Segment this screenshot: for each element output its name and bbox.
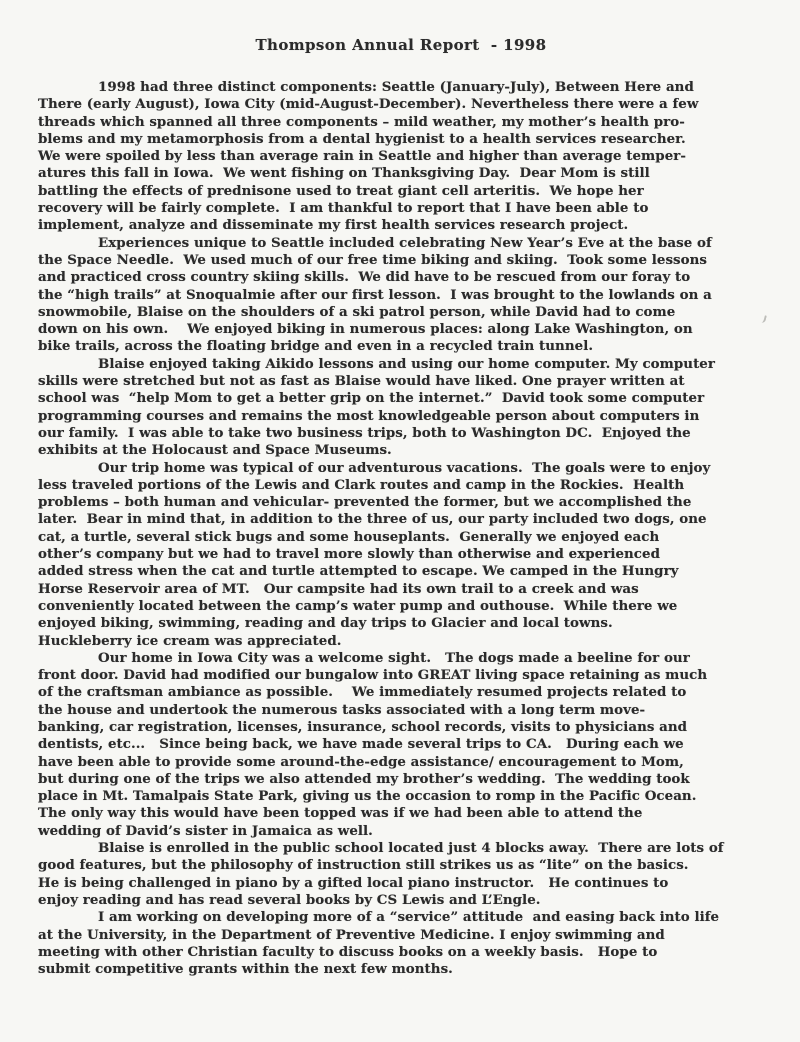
text-line: conveniently located between the camp’s water pump and outhouse. While there we [38, 597, 678, 614]
paragraph [38, 840, 764, 909]
text-line: at the University, in the Department of Preventive Medicine. I enjoy swimming and [38, 926, 665, 943]
text-line: banking, car registration, licenses, insurance, school records, visits to physicians and [38, 718, 688, 735]
text-line: dentists, etc... Since being back, we have made several trips to CA. During each we [38, 736, 684, 753]
text-line: We were spoiled by less than average rain in Seattle and higher than average temper- [38, 148, 686, 165]
text-line: place in Mt. Tamalpais State Park, giving us the occasion to romp in the Pacific Ocean. [38, 788, 697, 805]
scan-artifact [760, 315, 767, 324]
text-line: enjoyed biking, swimming, reading and day trips to Glacier and local towns. [38, 615, 613, 632]
text-line: the house and undertook the numerous tasks associated with a long term move- [38, 701, 646, 718]
text-line: blems and my metamorphosis from a dental hygienist to a health services researcher. [38, 130, 686, 147]
text-line: Huckleberry ice cream was appreciated. [38, 632, 342, 649]
text-line: front door. David had modified our bungalow into GREAT living space retaining as much [38, 667, 708, 684]
paragraph [38, 650, 764, 840]
text-line: Our home in Iowa City was a welcome sight. The dogs made a beeline for our [98, 649, 690, 666]
text-line: threads which spanned all three components – mild weather, my mother’s health pro- [38, 113, 685, 130]
text-line: bike trails, across the floating bridge and even in a recycled train tunnel. [38, 338, 594, 355]
text-line: I am working on developing more of a “service” attitude and easing back into life [98, 909, 720, 926]
text-line: Blaise is enrolled in the public school located just 4 blocks away. There are lots of [98, 840, 724, 857]
text-line: Experiences unique to Seattle included celebrating New Year’s Eve at the base of [98, 234, 712, 251]
text-line: There (early August), Iowa City (mid-August-December). Nevertheless there were a few [38, 96, 699, 113]
text-line: enjoy reading and has read several books by CS Lewis and L’Engle. [38, 891, 541, 908]
text-line: recovery will be fairly complete. I am thankful to report that I have been able to [38, 200, 649, 217]
text-line: down on his own. We enjoyed biking in numerous places: along Lake Washington, on [38, 321, 693, 338]
paragraph [38, 909, 764, 978]
paragraph [38, 79, 764, 235]
text-line: submit competitive grants within the next few months. [38, 961, 453, 978]
text-line: and practiced cross country skiing skills. We did have to be rescued from our foray to [38, 269, 691, 286]
text-line: The only way this would have been topped was if we had been able to attend the [38, 805, 643, 822]
paragraph [38, 460, 764, 650]
text-line: the “high trails” at Snoqualmie after our first lesson. I was brought to the lowlands on a [38, 286, 712, 303]
text-line: have been able to provide some around-the-edge assistance/ encouragement to Mom, [38, 753, 684, 770]
text-line: wedding of David’s sister in Jamaica as well. [38, 822, 373, 839]
text-line: skills were stretched but not as fast as Blaise would have liked. One prayer written at [38, 373, 685, 390]
text-line: the Space Needle. We used much of our free time biking and skiing. Took some lessons [38, 251, 707, 268]
text-line: other’s company but we had to travel more slowly than otherwise and experienced [38, 546, 660, 563]
text-line: good features, but the philosophy of instruction still strikes us as “lite” on the basics. [38, 857, 689, 874]
text-line: our family. I was able to take two business trips, both to Washington DC. Enjoyed the [38, 424, 691, 441]
text-line: 1998 had three distinct components: Seattle (January-July), Between Here and [98, 79, 694, 95]
text-line: programming courses and remains the most knowledgeable person about computers in [38, 407, 700, 424]
text-line: Blaise enjoyed taking Aikido lessons and using our home computer. My computer [98, 355, 715, 372]
paragraph [38, 235, 764, 356]
text-line: Horse Reservoir area of MT. Our campsite had its own trail to a creek and was [38, 580, 639, 597]
text-line: problems – both human and vehicular- prevented the former, but we accomplished the [38, 494, 692, 511]
text-line: atures this fall in Iowa. We went fishing on Thanksgiving Day. Dear Mom is still [38, 165, 650, 182]
text-line: of the craftsman ambiance as possible. We immediately resumed projects related to [38, 684, 687, 701]
paragraph [38, 356, 764, 460]
text-line: implement, analyze and disseminate my first health services research project. [38, 217, 629, 234]
text-line: but during one of the trips we also attended my brother’s wedding. The wedding took [38, 770, 690, 787]
text-line: cat, a turtle, several stick bugs and some houseplants. Generally we enjoyed each [38, 528, 660, 545]
text-line: exhibits at the Holocaust and Space Museums. [38, 442, 392, 459]
text-line: He is being challenged in piano by a gifted local piano instructor. He continues to [38, 874, 669, 891]
text-line: school was “help Mom to get a better grip on the internet.” David took some computer [38, 390, 705, 407]
text-line: later. Bear in mind that, in addition to the three of us, our party included two dogs, one [38, 511, 707, 528]
document-title: Thompson Annual Report - 1998 [255, 36, 547, 54]
text-line: less traveled portions of the Lewis and Clark routes and camp in the Rockies. Health [38, 476, 685, 493]
text-line: Our trip home was typical of our adventurous vacations. The goals were to enjoy [98, 459, 711, 476]
text-line: meeting with other Christian faculty to discuss books on a weekly basis. Hope to [38, 943, 658, 960]
text-line: snowmobile, Blaise on the shoulders of a ski patrol person, while David had to come [38, 303, 676, 320]
document-body [38, 79, 764, 978]
text-line: added stress when the cat and turtle attempted to escape. We camped in the Hungry [38, 563, 679, 580]
text-line: battling the effects of prednisone used to treat giant cell arteritis. We hope her [38, 182, 644, 199]
